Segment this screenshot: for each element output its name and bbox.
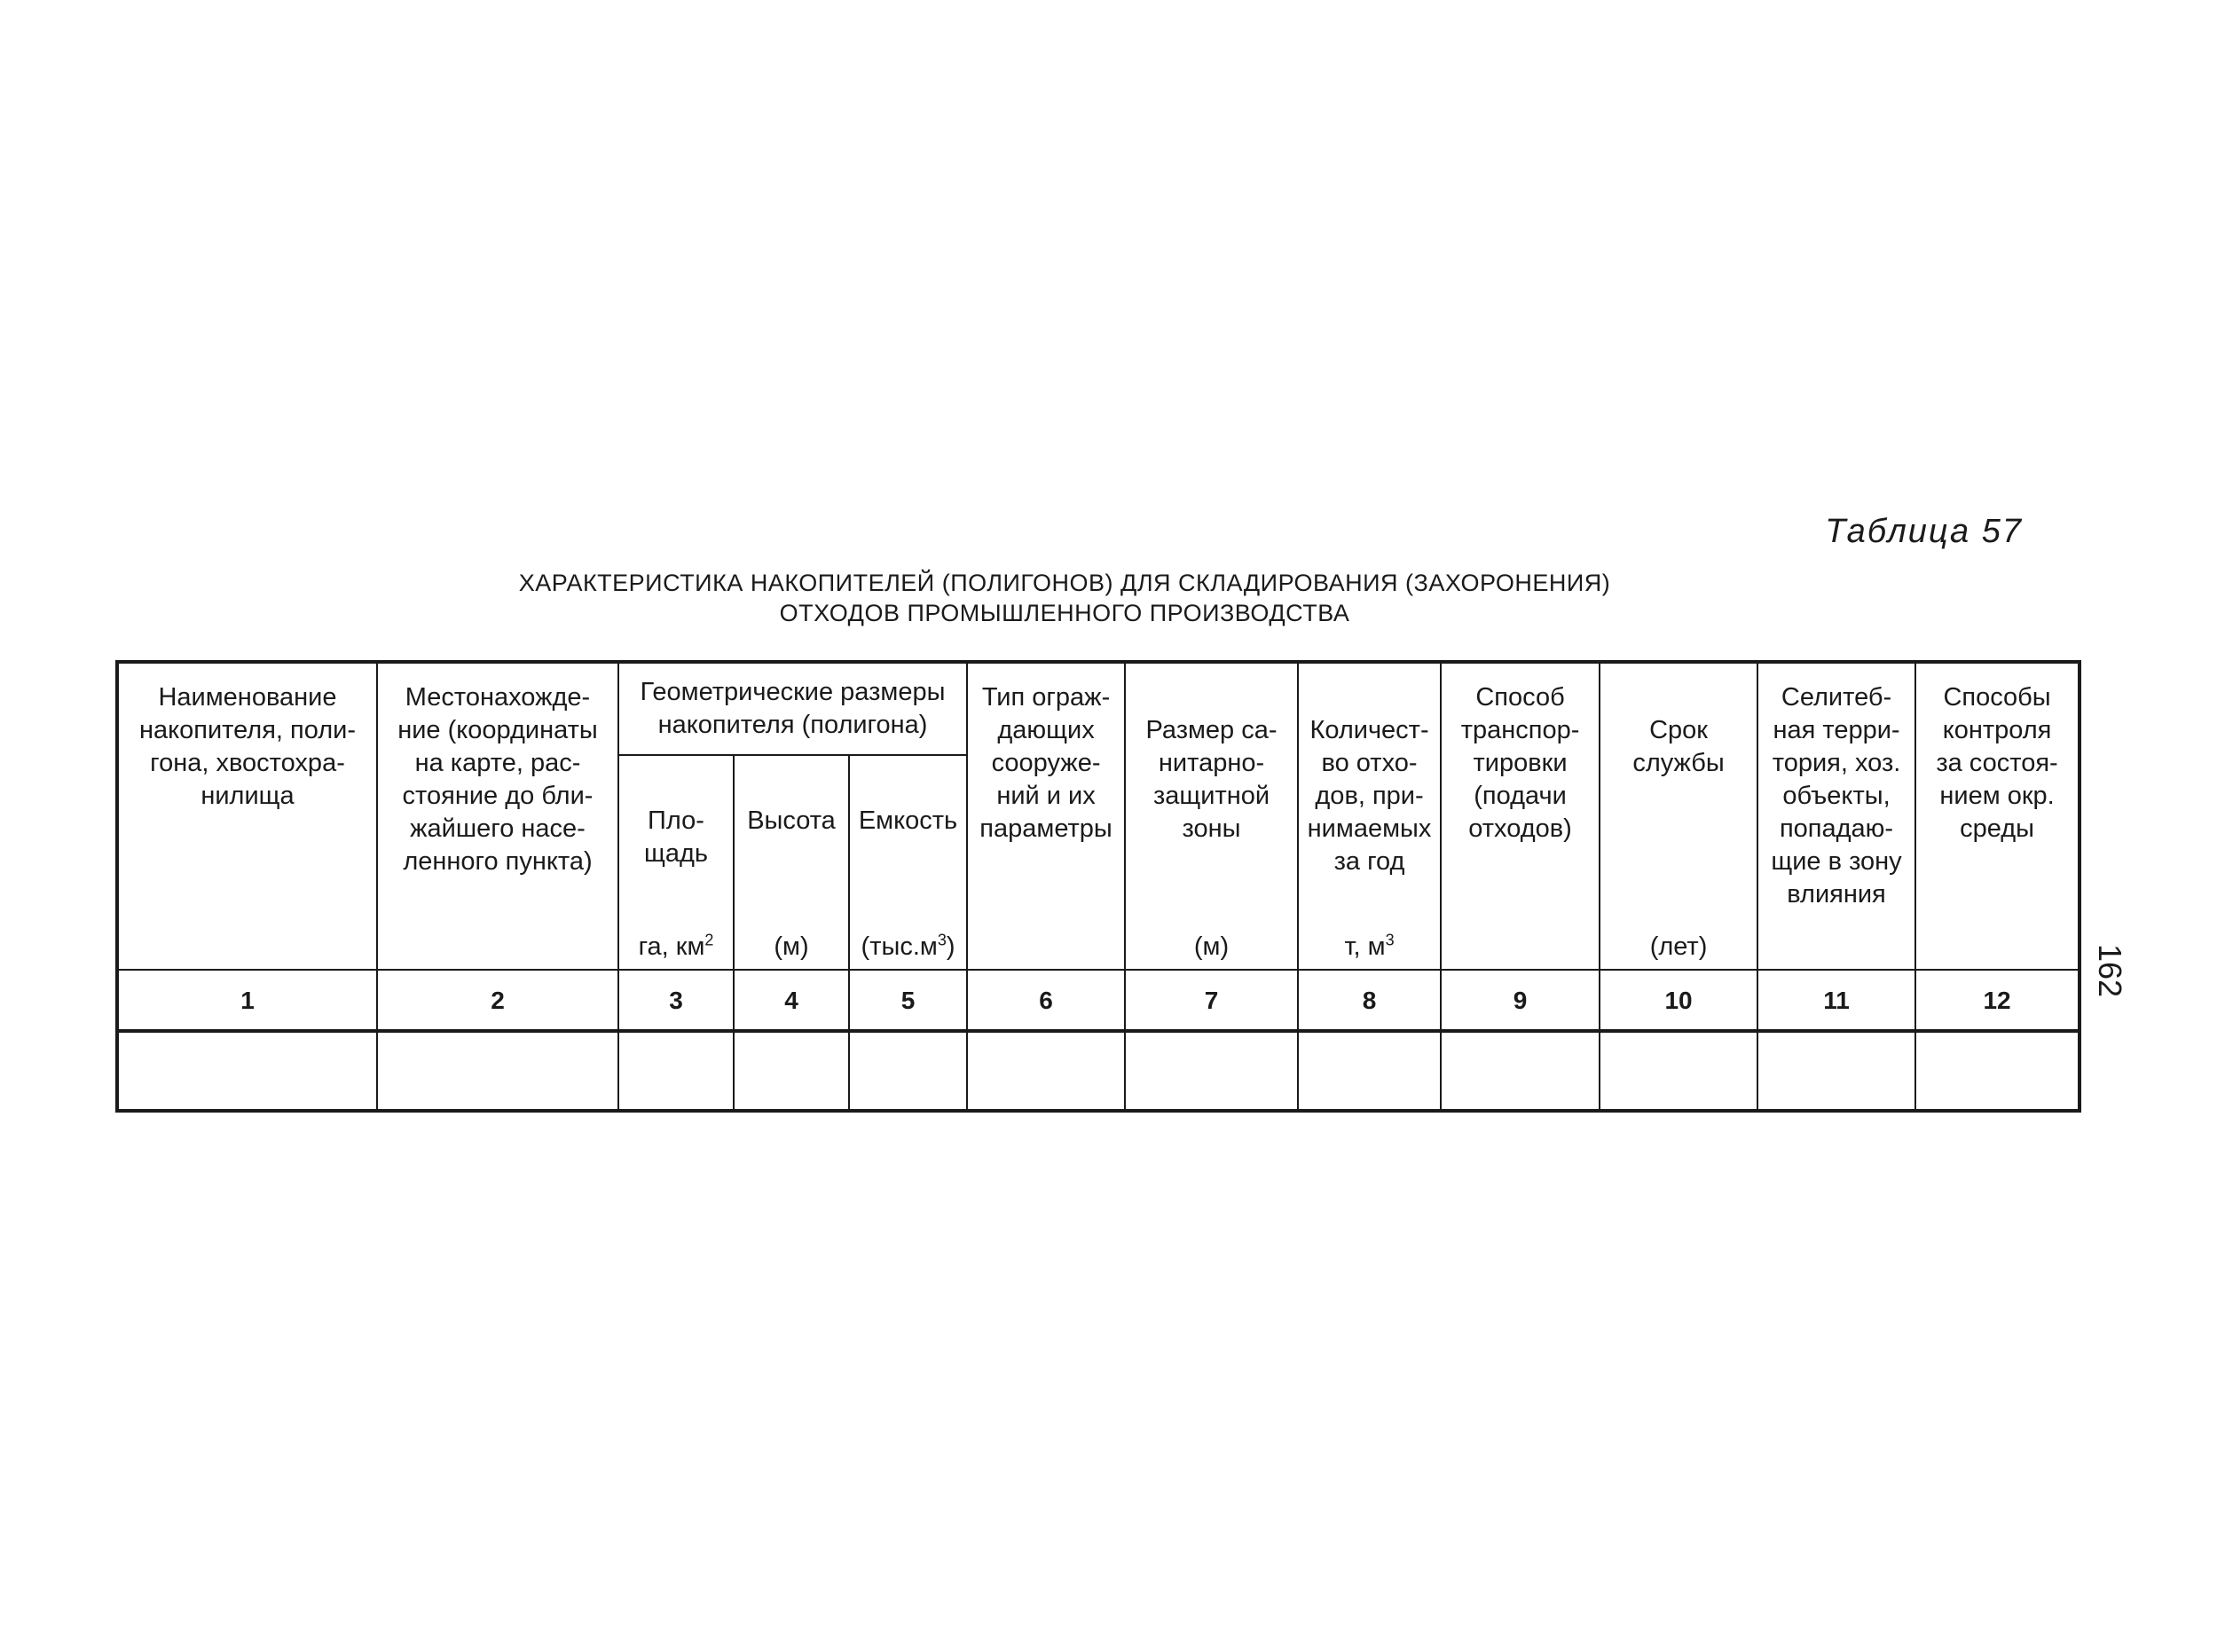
header-service-life-text: Срок службы (1632, 716, 1725, 777)
column-number: 4 (734, 970, 849, 1031)
empty-cell (1757, 1031, 1915, 1111)
header-capacity (849, 755, 967, 970)
header-height-unit: (м) (774, 932, 809, 961)
waste-storage-table (115, 660, 2081, 1113)
header-area (618, 755, 734, 970)
header-location: Местонахожде- ние (координаты на карте, рас- стояние до бли- жайшего насе- ленного пункта) (377, 662, 618, 970)
empty-cell (1600, 1031, 1757, 1111)
empty-cell (849, 1031, 967, 1111)
header-sanitary-zone (1125, 662, 1298, 970)
table-number-label: Таблица 57 (1825, 513, 2023, 550)
empty-cell (1125, 1031, 1298, 1111)
header-height (734, 755, 849, 970)
column-number: 8 (1298, 970, 1441, 1031)
header-residential-area: Селитеб- ная терри- тория, хоз. объекты, попадаю- щие в зону влияния (1757, 662, 1915, 970)
column-number: 7 (1125, 970, 1298, 1031)
column-number: 5 (849, 970, 967, 1031)
header-waste-quantity (1298, 662, 1441, 970)
header-area-text: Пло- щадь (643, 806, 709, 868)
column-number: 12 (1915, 970, 2080, 1031)
header-transport-method: Способ транспор- тировки (подачи отходов) (1441, 662, 1600, 970)
header-sanitary-zone-text: Размер са- нитарно- защитной зоны (1145, 716, 1278, 843)
empty-cell (1915, 1031, 2080, 1111)
empty-cell (1298, 1031, 1441, 1111)
column-number: 3 (618, 970, 734, 1031)
column-number: 9 (1441, 970, 1600, 1031)
column-number: 6 (967, 970, 1125, 1031)
empty-cell (618, 1031, 734, 1111)
empty-cell (1441, 1031, 1600, 1111)
header-service-life (1600, 662, 1757, 970)
empty-cell (734, 1031, 849, 1111)
column-number: 1 (117, 970, 377, 1031)
header-waste-quantity-unit: т, $м^3$ (1344, 931, 1395, 961)
empty-cell (117, 1031, 377, 1111)
page-number: 162 (2092, 944, 2128, 998)
header-service-life-unit: (лет) (1649, 932, 1708, 961)
column-number-row (117, 970, 2080, 1031)
header-sanitary-zone-unit: (м) (1193, 932, 1230, 961)
header-storage-name: Наименование накопителя, поли- гона, хвостохра- нилища (117, 662, 377, 970)
table-title-line-2: ОТХОДОВ ПРОМЫШЛЕННОГО ПРОИЗВОДСТВА (779, 600, 1350, 626)
header-waste-quantity-text: Количест- во отхо- дов, при- нимаемых за год (1307, 716, 1432, 876)
header-area-unit: га, $км^2$ (638, 931, 714, 961)
empty-cell (377, 1031, 618, 1111)
empty-data-row (117, 1031, 2080, 1111)
header-fence-type: Тип ограж- дающих сооруже- ний и их параметры (967, 662, 1125, 970)
column-number: 10 (1600, 970, 1757, 1031)
table-title (355, 568, 1774, 628)
header-capacity-unit: $(тыс.м^3)$ (861, 931, 955, 961)
header-environment-control: Способы контроля за состоя- нием окр. среды (1915, 662, 2080, 970)
header-capacity-text: Емкость (858, 806, 958, 835)
table-title-line-1: ХАРАКТЕРИСТИКА НАКОПИТЕЛЕЙ (ПОЛИГОНОВ) ДЛЯ СКЛАДИРОВАНИЯ (ЗАХОРОНЕНИЯ) (518, 570, 1611, 596)
column-number: 2 (377, 970, 618, 1031)
empty-cell (967, 1031, 1125, 1111)
header-geometric-dimensions: Геометрические размеры накопителя (полигона) (618, 662, 967, 755)
column-number: 11 (1757, 970, 1915, 1031)
header-height-text: Высота (747, 806, 836, 835)
